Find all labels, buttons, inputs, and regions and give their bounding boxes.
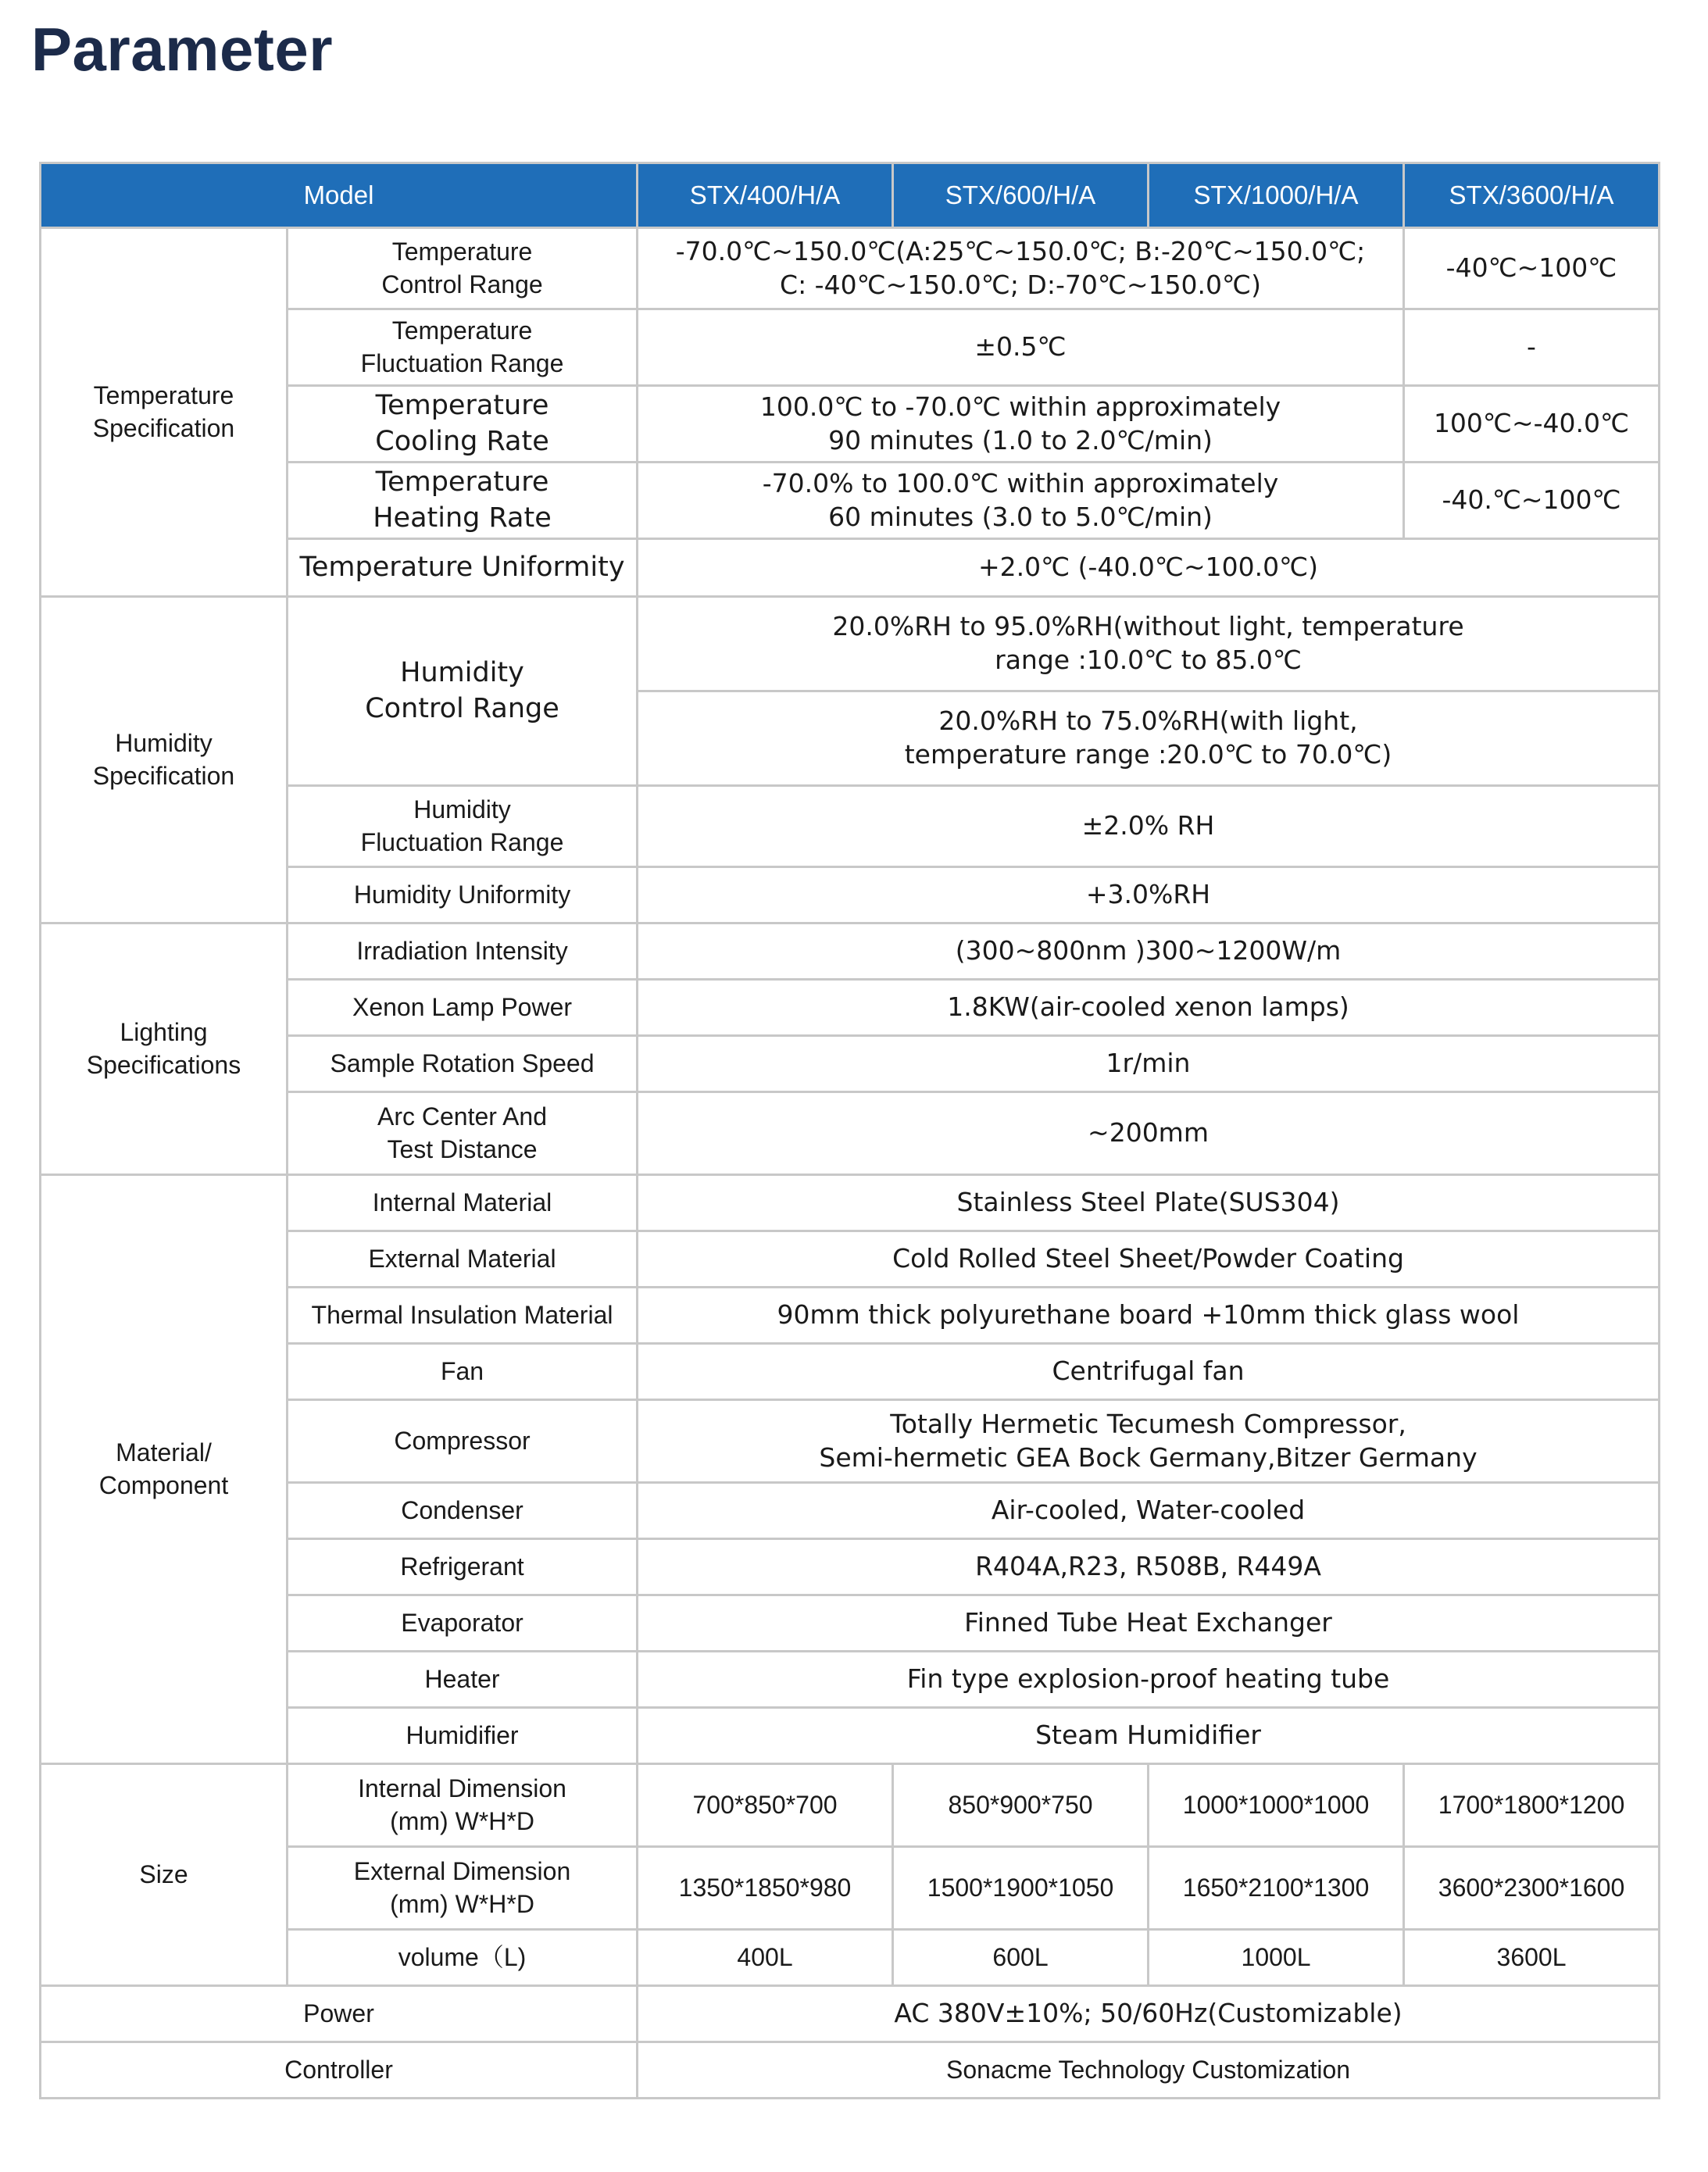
value-temperature-uniformity: +2.0℃ (-40.0℃~100.0℃): [638, 539, 1660, 597]
value-volume-1000: 1000L: [1149, 1930, 1404, 1986]
table-row: [41, 228, 1660, 309]
value-arc-center-distance: ~200mm: [638, 1092, 1660, 1175]
value-humidity-fluctuation: ±2.0% RH: [638, 786, 1660, 867]
table-row: [41, 2042, 1660, 2099]
table-row: [41, 1986, 1660, 2042]
value-evaporator: Finned Tube Heat Exchanger: [638, 1595, 1660, 1652]
value-internal-dimension-400: 700*850*700: [638, 1764, 893, 1847]
value-internal-dimension-1000: 1000*1000*1000: [1149, 1764, 1404, 1847]
value-external-dimension-3600: 3600*2300*1600: [1404, 1847, 1660, 1930]
value-internal-dimension-600: 850*900*750: [893, 1764, 1149, 1847]
model-header-600: STX/600/H/A: [893, 163, 1149, 228]
category-lighting: Lighting Specifications: [41, 923, 288, 1175]
label-irradiation-intensity: Irradiation Intensity: [288, 923, 638, 980]
value-sample-rotation-speed: 1r/min: [638, 1036, 1660, 1092]
label-humidity-uniformity: Humidity Uniformity: [288, 867, 638, 923]
category-temperature: Temperature Specification: [41, 228, 288, 597]
label-heater: Heater: [288, 1652, 638, 1708]
value-temperature-cooling-rate-3600: 100℃~-40.0℃: [1404, 386, 1660, 463]
label-internal-material: Internal Material: [288, 1175, 638, 1231]
value-temperature-fluctuation-3600: -: [1404, 309, 1660, 386]
label-temperature-uniformity: Temperature Uniformity: [288, 539, 638, 597]
value-condenser: Air-cooled, Water-cooled: [638, 1483, 1660, 1539]
label-temperature-heating-rate: Temperature Heating Rate: [288, 463, 638, 539]
value-internal-dimension-3600: 1700*1800*1200: [1404, 1764, 1660, 1847]
value-volume-3600: 3600L: [1404, 1930, 1660, 1986]
page-title: Parameter: [31, 15, 334, 84]
value-humidity-uniformity: +3.0%RH: [638, 867, 1660, 923]
value-temperature-control-range-3600: -40℃~100℃: [1404, 228, 1660, 309]
value-external-dimension-400: 1350*1850*980: [638, 1847, 893, 1930]
value-compressor: Totally Hermetic Tecumesh Compressor, Semi-hermetic GEA Bock Germany,Bitzer Germany: [638, 1400, 1660, 1483]
value-volume-600: 600L: [893, 1930, 1149, 1986]
value-fan: Centrifugal fan: [638, 1344, 1660, 1400]
value-external-material: Cold Rolled Steel Sheet/Powder Coating: [638, 1231, 1660, 1288]
label-refrigerant: Refrigerant: [288, 1539, 638, 1595]
label-external-material: External Material: [288, 1231, 638, 1288]
value-humidifier: Steam Humidifier: [638, 1708, 1660, 1764]
value-humidity-control-range-with-light: 20.0%RH to 75.0%RH(with light, temperature range :20.0℃ to 70.0℃): [638, 691, 1660, 786]
label-evaporator: Evaporator: [288, 1595, 638, 1652]
value-temperature-control-range: -70.0℃~150.0℃(A:25℃~150.0℃; B:-20℃~150.0℃; C: -40℃~150.0℃; D:-70℃~150.0℃): [638, 228, 1404, 309]
label-volume: volume（L): [288, 1930, 638, 1986]
value-heater: Fin type explosion-proof heating tube: [638, 1652, 1660, 1708]
category-size: Size: [41, 1764, 288, 1986]
value-internal-material: Stainless Steel Plate(SUS304): [638, 1175, 1660, 1231]
spec-table: [39, 162, 1660, 2099]
value-external-dimension-1000: 1650*2100*1300: [1149, 1847, 1404, 1930]
category-humidity: Humidity Specification: [41, 597, 288, 923]
value-xenon-lamp-power: 1.8KW(air-cooled xenon lamps): [638, 980, 1660, 1036]
label-internal-dimension: Internal Dimension (mm) W*H*D: [288, 1764, 638, 1847]
model-header: Model: [41, 163, 638, 228]
value-humidity-control-range-without-light: 20.0%RH to 95.0%RH(without light, temperature range :10.0℃ to 85.0℃: [638, 597, 1660, 691]
value-power: AC 380V±10%; 50/60Hz(Customizable): [638, 1986, 1660, 2042]
label-condenser: Condenser: [288, 1483, 638, 1539]
header-row: [41, 163, 1660, 228]
model-header-400: STX/400/H/A: [638, 163, 893, 228]
value-irradiation-intensity: (300~800nm )300~1200W/m: [638, 923, 1660, 980]
value-volume-400: 400L: [638, 1930, 893, 1986]
value-refrigerant: R404A,R23, R508B, R449A: [638, 1539, 1660, 1595]
table-row: [41, 1175, 1660, 1231]
label-compressor: Compressor: [288, 1400, 638, 1483]
label-thermal-insulation: Thermal Insulation Material: [288, 1288, 638, 1344]
label-humidifier: Humidifier: [288, 1708, 638, 1764]
model-header-3600: STX/3600/H/A: [1404, 163, 1660, 228]
value-external-dimension-600: 1500*1900*1050: [893, 1847, 1149, 1930]
table-row: [41, 1764, 1660, 1847]
value-thermal-insulation: 90mm thick polyurethane board +10mm thick glass wool: [638, 1288, 1660, 1344]
label-temperature-fluctuation: Temperature Fluctuation Range: [288, 309, 638, 386]
label-humidity-control-range: Humidity Control Range: [288, 597, 638, 786]
table-row: [41, 923, 1660, 980]
value-temperature-heating-rate: -70.0% to 100.0℃ within approximately 60 minutes (3.0 to 5.0℃/min): [638, 463, 1404, 539]
category-material: Material/ Component: [41, 1175, 288, 1764]
label-fan: Fan: [288, 1344, 638, 1400]
label-controller: Controller: [41, 2042, 638, 2099]
label-temperature-cooling-rate: Temperature Cooling Rate: [288, 386, 638, 463]
label-sample-rotation-speed: Sample Rotation Speed: [288, 1036, 638, 1092]
value-temperature-cooling-rate: 100.0℃ to -70.0℃ within approximately 90 minutes (1.0 to 2.0℃/min): [638, 386, 1404, 463]
model-header-1000: STX/1000/H/A: [1149, 163, 1404, 228]
value-temperature-fluctuation: ±0.5℃: [638, 309, 1404, 386]
label-arc-center-distance: Arc Center And Test Distance: [288, 1092, 638, 1175]
label-humidity-fluctuation: Humidity Fluctuation Range: [288, 786, 638, 867]
label-external-dimension: External Dimension (mm) W*H*D: [288, 1847, 638, 1930]
value-temperature-heating-rate-3600: -40.℃~100℃: [1404, 463, 1660, 539]
value-controller: Sonacme Technology Customization: [638, 2042, 1660, 2099]
label-temperature-control-range: Temperature Control Range: [288, 228, 638, 309]
label-xenon-lamp-power: Xenon Lamp Power: [288, 980, 638, 1036]
label-power: Power: [41, 1986, 638, 2042]
table-row: [41, 597, 1660, 691]
